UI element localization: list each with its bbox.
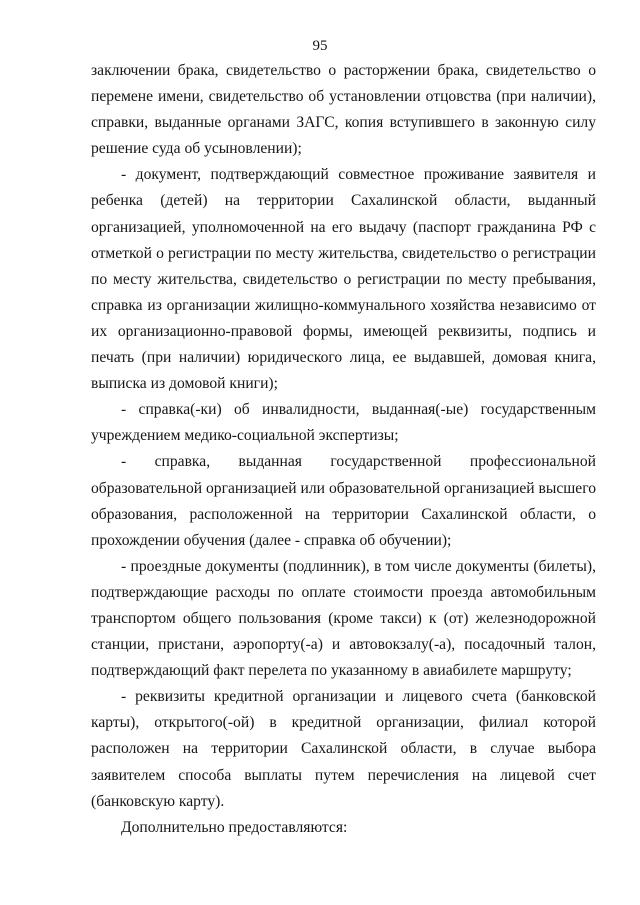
paragraph-cohabitation-document: - документ, подтверждающий совместное проживание заявителя и ребенка (детей) на территории Сахалинской области, выданный организацией, уполномоченной на его выдачу (паспорт гражданина РФ с отметкой о регистрации по месту жительства, свидетельство о регистрации по месту жительства, свидетельство о регистрации по месту пребывания, справка из организации жилищно-коммунального хозяйства независимо от их организационно-правовой формы, имеющей реквизиты, подпись и печать (при наличии) юридического лица, ее выдавшей, домовая книга, выписка из домовой книги);	[91, 166, 596, 393]
paragraph-disability-certificate: - справка(-ки) об инвалидности, выданная(-ые) государственным учреждением медико-социальной экспертизы;	[91, 401, 596, 445]
paragraph-travel-documents: - проездные документы (подлинник), в том числе документы (билеты), подтверждающие расходы по оплате стоимости проезда автомобильным транспортом общего пользования (кроме такси) к (от) железнодорожной станции, пристани, аэропорту(-а) и автовокзалу(-а), посадочный талон, подтверждающий факт перелета по указанному в авиабилете маршруту;	[91, 557, 596, 680]
document-body	[91, 58, 596, 841]
page-number: 95	[312, 38, 328, 54]
paragraph-study-certificate: - справка, выданная государственной профессиональной образовательной организацией или образовательной организацией высшего образования, расположенной на территории Сахалинской области, о прохождении обучения (далее - справка об обучении);	[91, 453, 596, 549]
paragraph-marriage-documents: заключении брака, свидетельство о расторжении брака, свидетельство о перемене имени, свидетельство об установлении отцовства (при наличии), справки, выданные органами ЗАГС, копия вступившего в законную силу решение суда об усыновлении);	[91, 62, 596, 158]
paragraph-bank-details: - реквизиты кредитной организации и лицевого счета (банковской карты), открытого(-ой) в кредитной организации, филиал которой расположен на территории Сахалинской области, в случае выбора заявителем способа выплаты путем перечисления на лицевой счет (банковскую карту).	[91, 688, 596, 810]
paragraph-additional: Дополнительно предоставляются:	[121, 818, 348, 836]
